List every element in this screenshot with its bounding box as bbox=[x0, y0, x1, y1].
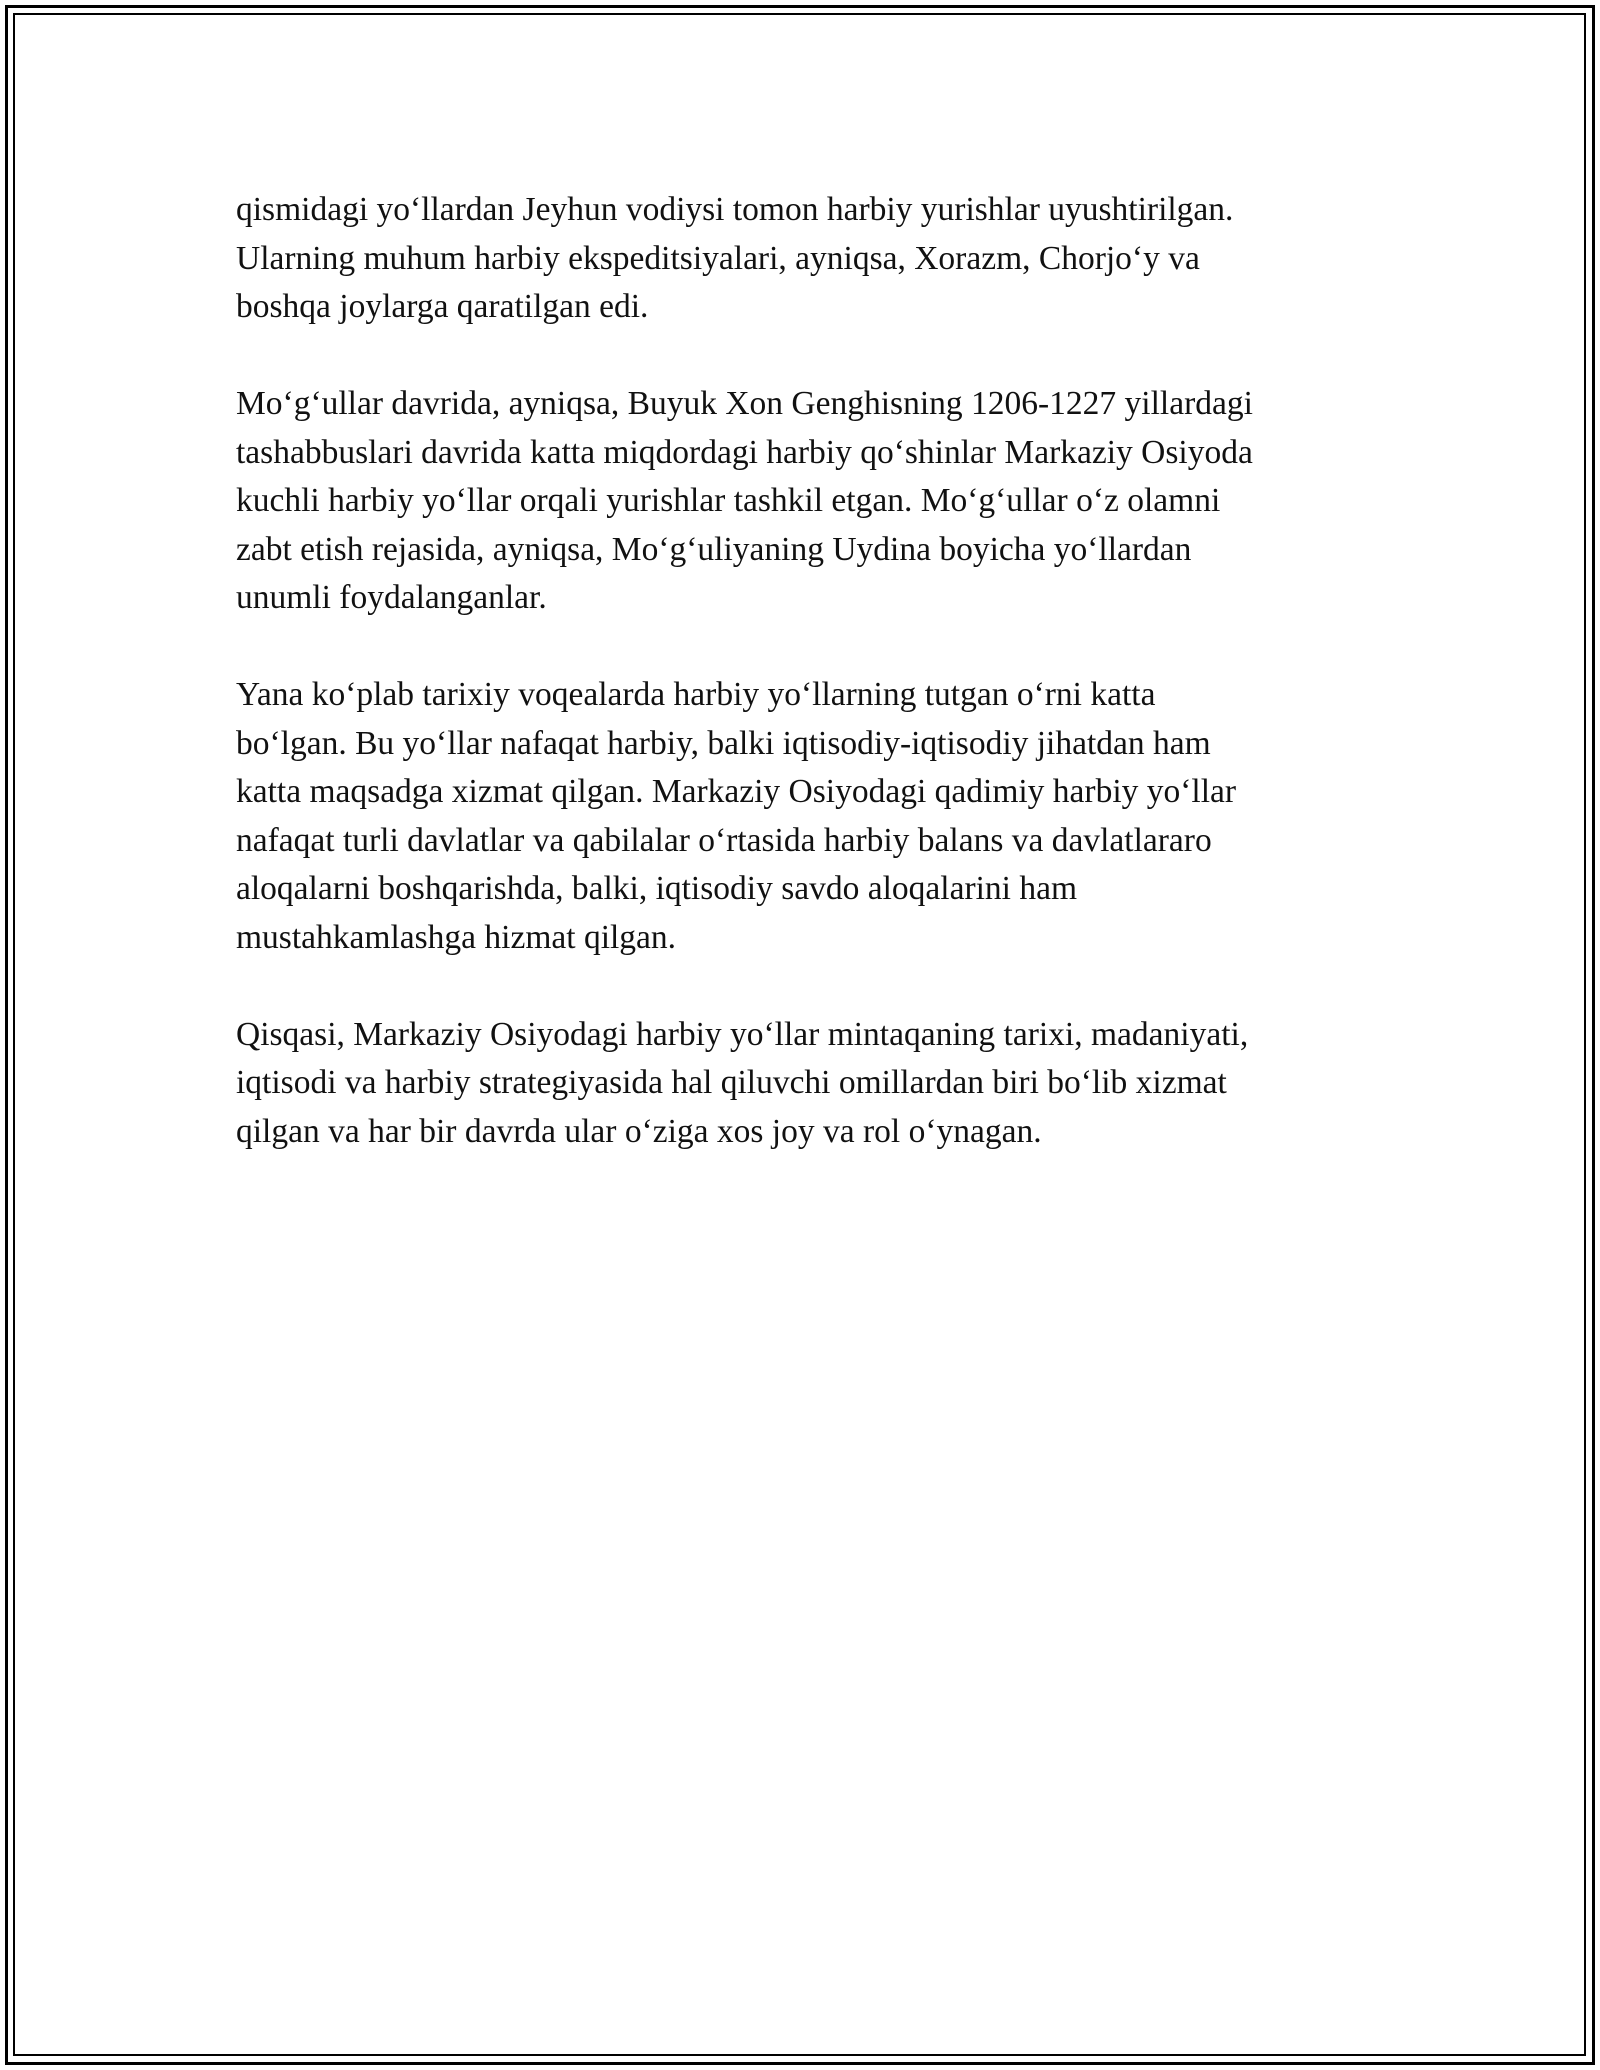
text-line: unumli foydalanganlar. bbox=[236, 579, 547, 616]
text-line: Yana ko‘plab tarixiy voqealarda harbiy yo‘llarning tutgan o‘rni katta bbox=[236, 676, 1156, 713]
paragraph-4 bbox=[236, 1011, 1416, 1157]
text-line: aloqalarni boshqarishda, balki, iqtisodiy savdo aloqalarini ham bbox=[236, 870, 1078, 907]
text-line: zabt etish rejasida, ayniqsa, Mo‘g‘uliyaning Uydina boyicha yo‘llardan bbox=[236, 530, 1192, 568]
text-line: Mo‘g‘ullar davrida, ayniqsa, Buyuk Xon Genghisning 1206-1227 yillardagi bbox=[236, 385, 1253, 422]
text-line: qilgan va har bir davrda ular o‘ziga xos joy va rol o‘ynagan. bbox=[236, 1112, 1042, 1150]
paragraph-1 bbox=[236, 186, 1416, 332]
document-body bbox=[236, 186, 1416, 1205]
text-line: kuchli harbiy yo‘llar orqali yurishlar tashkil etgan. Mo‘g‘ullar o‘z olamni bbox=[236, 482, 1221, 519]
text-line: katta maqsadga xizmat qilgan. Markaziy Osiyodagi qadimiy harbiy yo‘llar bbox=[236, 773, 1237, 810]
text-line: mustahkamlashga hizmat qilgan. bbox=[236, 918, 677, 956]
text-line: tashabbuslari davrida katta miqdordagi harbiy qo‘shinlar Markaziy Osiyoda bbox=[236, 433, 1253, 471]
text-line: Qisqasi, Markaziy Osiyodagi harbiy yo‘llar mintaqaning tarixi, madaniyati, bbox=[236, 1015, 1249, 1053]
text-line: iqtisodi va harbiy strategiyasida hal qiluvchi omillardan biri bo‘lib xizmat bbox=[236, 1064, 1227, 1101]
text-line: Ularning muhum harbiy ekspeditsiyalari, ayniqsa, Xorazm, Chorjo‘y va bbox=[236, 239, 1200, 277]
text-line: qismidagi yo‘llardan Jeyhun vodiysi tomon harbiy yurishlar uyushtirilgan. bbox=[236, 191, 1234, 228]
text-line: boshqa joylarga qaratilgan edi. bbox=[236, 288, 649, 325]
text-line: bo‘lgan. Bu yo‘llar nafaqat harbiy, balki iqtisodiy-iqtisodiy jihatdan ham bbox=[236, 724, 1211, 762]
paragraph-3 bbox=[236, 671, 1416, 962]
text-line: nafaqat turli davlatlar va qabilalar o‘rtasida harbiy balans va davlatlararo bbox=[236, 821, 1212, 859]
paragraph-2 bbox=[236, 380, 1416, 623]
